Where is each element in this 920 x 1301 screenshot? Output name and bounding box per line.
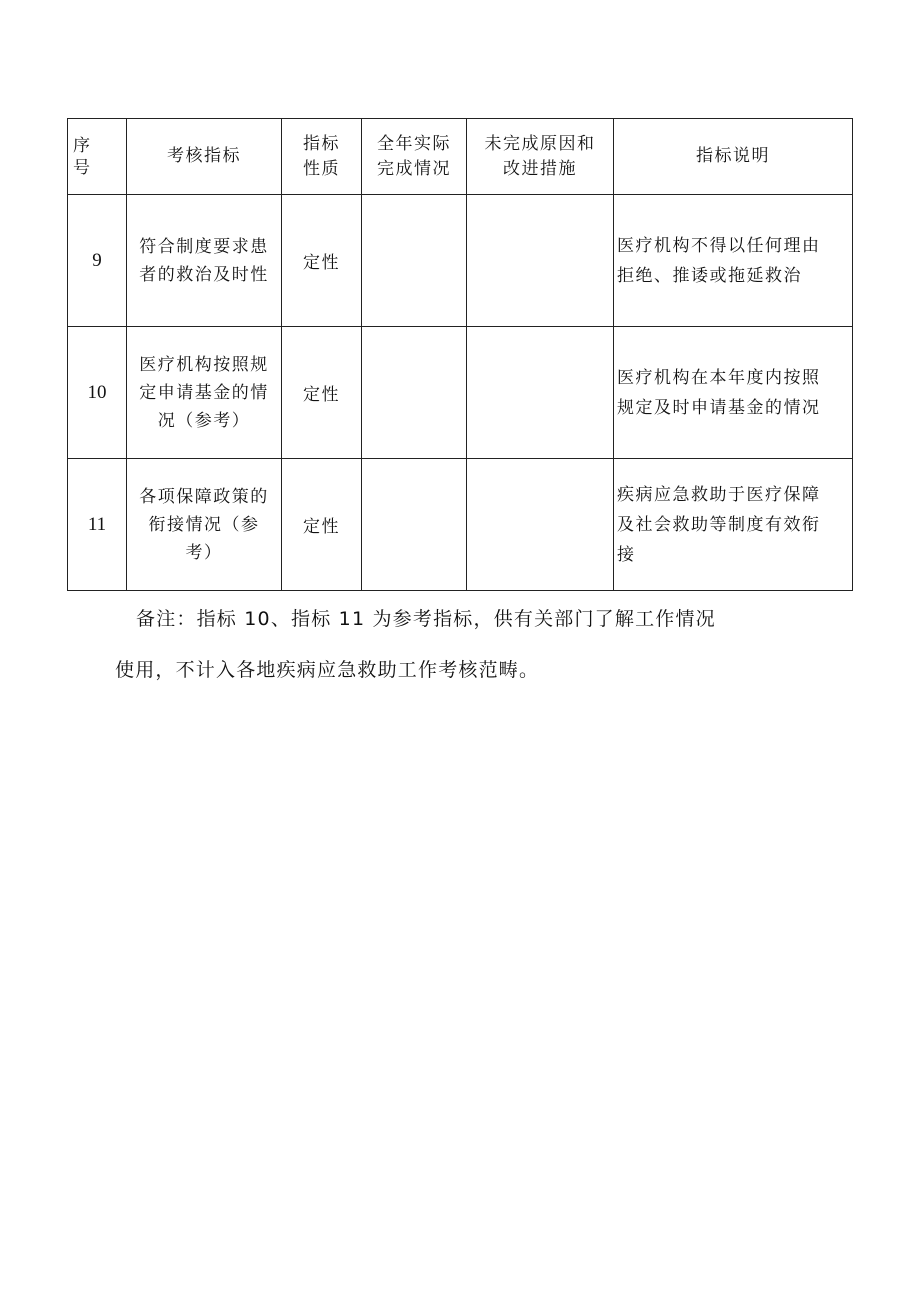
header-nature [282, 119, 362, 195]
row-description [614, 327, 853, 459]
header-seq [68, 119, 127, 195]
row-nature: 定性 [282, 327, 362, 459]
row-indicator-line: 医疗机构按照规 [139, 354, 269, 375]
row-description [614, 195, 853, 327]
row-description-line: 疾病应急救助于医疗保障 [617, 484, 821, 505]
row-completion-cell [362, 195, 467, 327]
row-reason-cell [467, 459, 614, 591]
header-seq-line2: 号 [73, 157, 92, 178]
row-indicator [127, 327, 282, 459]
table-header-row [68, 119, 853, 195]
row-description-line: 及社会救助等制度有效衔 [617, 514, 821, 535]
row-indicator-line: 定申请基金的情 [139, 382, 269, 403]
header-completion-line1: 全年实际 [377, 133, 451, 154]
row-completion-cell [362, 327, 467, 459]
row-description-line: 拒绝、推诿或拖延救治 [617, 265, 802, 286]
row-description [614, 459, 853, 591]
header-indicator: 考核指标 [127, 119, 282, 195]
row-indicator [127, 195, 282, 327]
row-indicator-line: 考） [185, 542, 223, 563]
row-indicator-line: 况（参考） [157, 410, 251, 431]
table-row [68, 327, 853, 459]
row-seq: 9 [68, 195, 127, 327]
row-indicator [127, 459, 282, 591]
row-indicator-line: 符合制度要求患 [139, 236, 269, 257]
header-reason [467, 119, 614, 195]
row-seq: 11 [68, 459, 127, 591]
row-nature: 定性 [282, 459, 362, 591]
row-indicator-line: 各项保障政策的 [139, 486, 269, 507]
header-completion-line2: 完成情况 [377, 158, 451, 179]
row-description-line: 医疗机构在本年度内按照 [617, 367, 821, 388]
row-reason-cell [467, 195, 614, 327]
note-line-2: 使用，不计入各地疾病应急救助工作考核范畴。 [115, 659, 540, 681]
table-row [68, 195, 853, 327]
row-seq: 10 [68, 327, 127, 459]
header-reason-line2: 改进措施 [503, 158, 577, 179]
row-description-line: 接 [617, 544, 636, 565]
assessment-table [67, 118, 853, 591]
header-nature-line1: 指标 [303, 133, 340, 154]
header-seq-line1: 序 [73, 135, 92, 156]
row-nature: 定性 [282, 195, 362, 327]
header-reason-line1: 未完成原因和 [484, 133, 596, 154]
row-description-line: 规定及时申请基金的情况 [617, 397, 821, 418]
row-indicator-line: 者的救治及时性 [139, 264, 269, 285]
note-line-1: 备注：指标 10、指标 11 为参考指标，供有关部门了解工作情况 [136, 608, 716, 630]
table-row [68, 459, 853, 591]
row-reason-cell [467, 327, 614, 459]
row-completion-cell [362, 459, 467, 591]
row-indicator-line: 衔接情况（参 [148, 514, 260, 535]
header-nature-line2: 性质 [303, 158, 340, 179]
row-description-line: 医疗机构不得以任何理由 [617, 235, 821, 256]
header-description: 指标说明 [614, 119, 853, 195]
header-completion [362, 119, 467, 195]
